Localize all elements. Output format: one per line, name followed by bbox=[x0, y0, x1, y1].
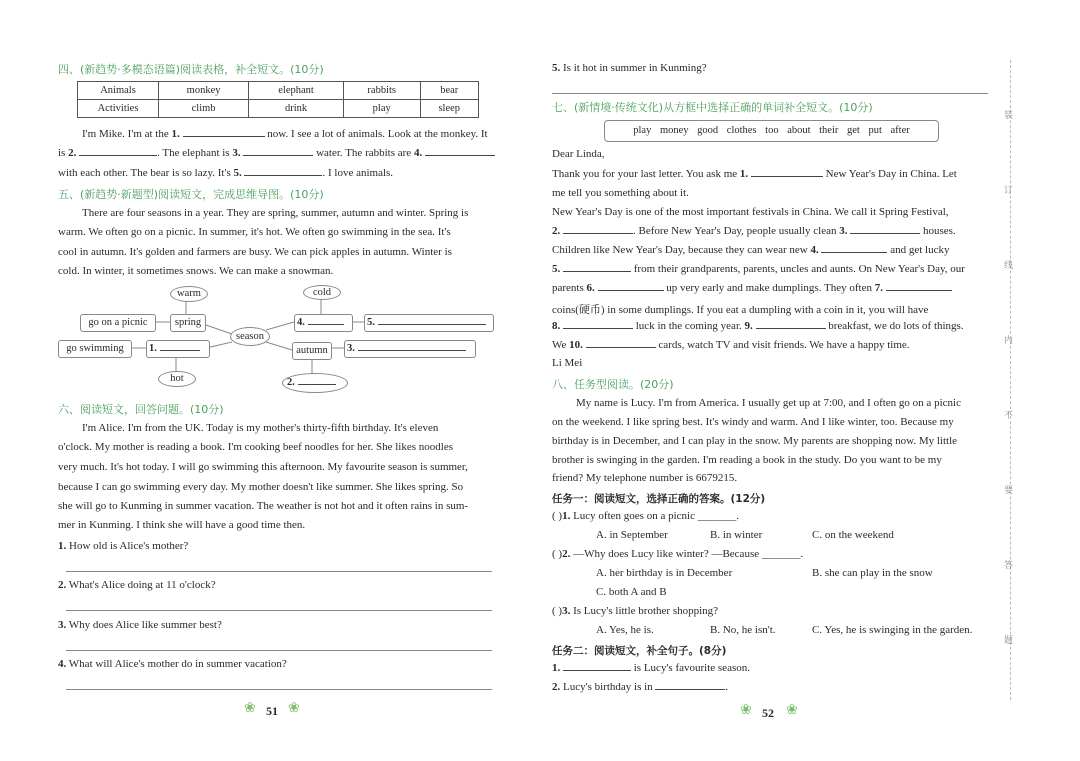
letter-line: 2. . Before New Year's Day, people usually clean 3. houses. bbox=[552, 225, 956, 237]
side-char: 订 bbox=[1004, 186, 1014, 196]
blank-6[interactable] bbox=[598, 290, 664, 291]
s5-line: There are four seasons in a year. They are spring, summer, autumn and winter. Spring is bbox=[82, 207, 469, 219]
letter-greeting: Dear Linda, bbox=[552, 148, 605, 160]
answer-line-1[interactable] bbox=[66, 571, 492, 572]
blank-1[interactable] bbox=[751, 176, 823, 177]
s8-line: My name is Lucy. I'm from America. I usually get up at 7:00, and I often go on a picnic bbox=[576, 397, 961, 409]
fill-blank-2[interactable] bbox=[655, 689, 725, 690]
mindmap-picnic: go on a picnic bbox=[80, 314, 156, 332]
option-a[interactable]: A. in September bbox=[596, 529, 668, 541]
side-char: 装 bbox=[1004, 111, 1014, 121]
task-2-title: 任务二：阅读短文，补全句子。(8分) bbox=[552, 645, 727, 657]
answer-line-5[interactable] bbox=[552, 93, 988, 94]
leaf-icon: ❀ bbox=[786, 703, 798, 718]
option-c[interactable]: C. on the weekend bbox=[812, 529, 894, 541]
s5-line: cool in autumn. It's golden and farmers are busy. We can pick apples in autumn. Winter is bbox=[58, 246, 452, 258]
question-5: 5. Is it hot in summer in Kunming? bbox=[552, 62, 707, 74]
side-char: 不 bbox=[1004, 411, 1014, 421]
blank-7[interactable] bbox=[886, 290, 952, 291]
s8-line: brother is swinging in the garden. I'm reading a book in the study. Do you want to be my bbox=[552, 454, 942, 466]
letter-line: coins(硬币) in some dumplings. If you eat a dumpling with a coin in it, you will have bbox=[552, 304, 929, 316]
letter-line: We 10. cards, watch TV and visit friends. We have a happy time. bbox=[552, 339, 910, 351]
s6-line: o'clock. My mother is reading a book. I'm cooking beef noodles for her. She likes noodles bbox=[58, 441, 453, 453]
letter-line: 5. from their grandparents, parents, uncles and aunts. On New Year's Day, our bbox=[552, 263, 965, 275]
section-5-title: 五、(新趋势·新题型)阅读短文，完成思维导图。(10分) bbox=[58, 188, 324, 201]
side-char: 题 bbox=[1004, 636, 1014, 646]
mindmap-blank-5[interactable]: 5. bbox=[364, 314, 494, 332]
mc-question-2: ( )2. —Why does Lucy like winter? —Because _______. bbox=[552, 548, 804, 560]
blank-2[interactable] bbox=[563, 233, 633, 234]
option-a[interactable]: A. her birthday is in December bbox=[596, 567, 733, 579]
blank-8[interactable] bbox=[563, 328, 633, 329]
option-b[interactable]: B. in winter bbox=[710, 529, 763, 541]
s8-line: on the weekend. I like spring best. It's windy and warm. And I like winter, too. Because my bbox=[552, 416, 954, 428]
fill-question-2: 2. Lucy's birthday is in . bbox=[552, 681, 729, 693]
letter-signature: Li Mei bbox=[552, 357, 583, 369]
mindmap-autumn: autumn bbox=[292, 342, 332, 360]
table-cell: bear bbox=[420, 82, 479, 100]
leaf-icon: ❀ bbox=[288, 701, 300, 716]
s5-line: warm. We often go on a picnic. In summer, it's hot. We often go swimming in the sea. It's bbox=[58, 226, 451, 238]
table-cell: play bbox=[343, 100, 420, 118]
blank-5[interactable] bbox=[563, 271, 631, 272]
mindmap-blank-3[interactable]: 3. bbox=[344, 340, 476, 358]
leaf-icon: ❀ bbox=[740, 703, 752, 718]
page-number-51: 51 bbox=[266, 704, 278, 718]
option-b[interactable]: B. she can play in the snow bbox=[812, 567, 933, 579]
letter-line: Children like New Year's Day, because they can wear new 4. and get lucky bbox=[552, 244, 950, 256]
s6-line: I'm Alice. I'm from the UK. Today is my mother's thirty-fifth birthday. It's eleven bbox=[82, 422, 439, 434]
section-4-title: 四、(新趋势·多模态语篇)阅读表格，补全短文。(10分) bbox=[58, 63, 324, 76]
side-char: 线 bbox=[1004, 261, 1014, 271]
mindmap-blank-4[interactable]: 4. bbox=[294, 314, 353, 332]
section-6-title: 六、阅读短文，回答问题。(10分) bbox=[58, 403, 224, 416]
option-c[interactable]: C. Yes, he is swinging in the garden. bbox=[812, 624, 973, 636]
question-3: 3. Why does Alice like summer best? bbox=[58, 619, 222, 631]
letter-line: me tell you something about it. bbox=[552, 187, 689, 199]
table-cell: drink bbox=[249, 100, 344, 118]
table-cell: climb bbox=[159, 100, 249, 118]
side-char: 要 bbox=[1004, 486, 1014, 496]
table-cell: Activities bbox=[78, 100, 159, 118]
s5-line: cold. In winter, it sometimes snows. We can make a snowman. bbox=[58, 265, 334, 277]
word-box: play money good clothes too about their get put after bbox=[604, 120, 939, 142]
s4-line-1: I'm Mike. I'm at the 1. now. I see a lot of animals. Look at the monkey. It bbox=[82, 128, 488, 140]
side-char: 答 bbox=[1004, 561, 1014, 571]
blank-3[interactable] bbox=[850, 233, 920, 234]
s6-line: very much. It's hot today. I will go swimming this afternoon. My favourite season is summer, bbox=[58, 461, 468, 473]
fill-blank-1[interactable] bbox=[563, 670, 631, 671]
answer-line-4[interactable] bbox=[66, 689, 492, 690]
mc-question-1: ( )1. Lucy often goes on a picnic _______. bbox=[552, 510, 739, 522]
mindmap-blank-2[interactable]: 2. bbox=[282, 373, 348, 393]
question-4: 4. What will Alice's mother do in summer vacation? bbox=[58, 658, 287, 670]
letter-line: New Year's Day is one of the most important festivals in China. We call it Spring Festival, bbox=[552, 206, 949, 218]
answer-line-3[interactable] bbox=[66, 650, 492, 651]
mindmap-season: season bbox=[230, 327, 270, 346]
answer-line-2[interactable] bbox=[66, 610, 492, 611]
option-a[interactable]: A. Yes, he is. bbox=[596, 624, 654, 636]
leaf-icon: ❀ bbox=[244, 701, 256, 716]
page-number-52: 52 bbox=[762, 706, 774, 720]
fill-question-1: 1. is Lucy's favourite season. bbox=[552, 662, 750, 674]
table-cell: rabbits bbox=[343, 82, 420, 100]
letter-line: Thank you for your last letter. You ask me 1. New Year's Day in China. Let bbox=[552, 168, 957, 180]
mindmap-spring: spring bbox=[170, 314, 206, 332]
s6-line: she will go to Kunming in summer vacation. The weather is not hot and it often rains in sum- bbox=[58, 500, 469, 512]
s6-line: mer in Kunming. I think she will have a good time then. bbox=[58, 519, 306, 531]
s8-line: friend? My telephone number is 6679215. bbox=[552, 472, 738, 484]
letter-line: 8. luck in the coming year. 9. breakfast, we do lots of things. bbox=[552, 320, 964, 332]
mindmap-warm: warm bbox=[170, 286, 208, 302]
s6-line: because I can go swimming every day. My mother doesn't like summer. She likes spring. So bbox=[58, 481, 464, 493]
s4-line-3: with each other. The bear is so lazy. It's 5. . I love animals. bbox=[58, 167, 394, 179]
question-2: 2. What's Alice doing at 11 o'clock? bbox=[58, 579, 216, 591]
option-c[interactable]: C. both A and B bbox=[596, 586, 667, 598]
mindmap-hot: hot bbox=[158, 371, 196, 387]
table-cell: monkey bbox=[159, 82, 249, 100]
section-8-title: 八、任务型阅读。(20分) bbox=[552, 378, 674, 391]
table-cell: elephant bbox=[249, 82, 344, 100]
mindmap-cold: cold bbox=[303, 285, 341, 300]
s4-line-2: is 2. . The elephant is 3. water. The rabbits are 4. bbox=[58, 147, 495, 159]
mindmap-blank-1[interactable]: 1. bbox=[146, 340, 210, 358]
side-char: 内 bbox=[1004, 336, 1014, 346]
blank-4[interactable] bbox=[821, 252, 887, 253]
blank-9[interactable] bbox=[756, 328, 826, 329]
option-b[interactable]: B. No, he isn't. bbox=[710, 624, 776, 636]
binding-line bbox=[1010, 60, 1011, 700]
section-7-title: 七、(新情境·传统文化)从方框中选择正确的单词补全短文。(10分) bbox=[552, 101, 873, 114]
mc-question-3: ( )3. Is Lucy's little brother shopping? bbox=[552, 605, 719, 617]
task-1-title: 任务一：阅读短文，选择正确的答案。(12分) bbox=[552, 493, 766, 505]
blank-10[interactable] bbox=[586, 347, 656, 348]
question-1: 1. How old is Alice's mother? bbox=[58, 540, 189, 552]
s8-line: birthday is in December, and I can play in the snow. My parents are shopping now. My little bbox=[552, 435, 958, 447]
table-cell: Animals bbox=[78, 82, 159, 100]
letter-line: parents 6. up very early and make dumplings. They often 7. bbox=[552, 282, 952, 294]
mindmap-swimming: go swimming bbox=[58, 340, 132, 358]
table-cell: sleep bbox=[420, 100, 479, 118]
